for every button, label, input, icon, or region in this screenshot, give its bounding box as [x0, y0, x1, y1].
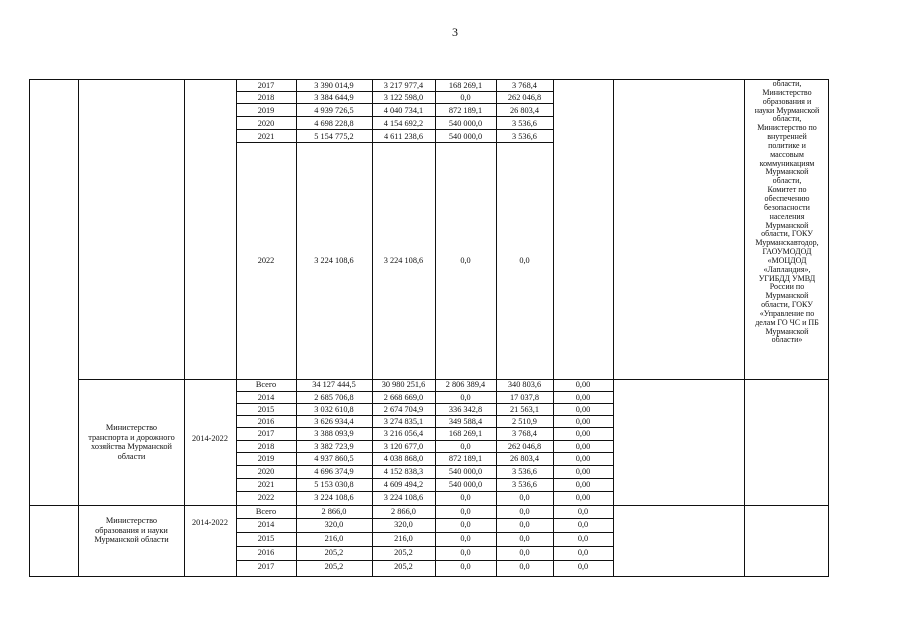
- federal-cell: 2 806 389,4: [445, 380, 486, 389]
- executor-line: Мурманской: [765, 326, 809, 336]
- executor-line: Министерство: [762, 87, 812, 97]
- executor-line: обеспечению: [764, 193, 810, 203]
- regional-cell: 4 611 238,6: [383, 132, 424, 141]
- local-cell: 0,0: [519, 562, 530, 571]
- executor-line: делам ГО ЧС и ПБ: [755, 317, 819, 327]
- year-cell: 2019: [257, 454, 275, 463]
- local-cell: 2 510,9: [512, 417, 537, 426]
- other-cell: 0,00: [575, 480, 591, 489]
- federal-cell: 0,0: [460, 93, 471, 102]
- other-cell: 0,0: [577, 562, 589, 571]
- year-cell: 2016: [257, 548, 275, 557]
- year-cell: 2020: [257, 119, 275, 128]
- regional-cell: 205,2: [394, 562, 413, 571]
- local-cell: 3 768,4: [512, 81, 537, 90]
- regional-cell: 205,2: [394, 548, 413, 557]
- executor-line: «Управление по: [759, 308, 815, 318]
- year-cell: 2016: [257, 417, 275, 426]
- ministry-name-line: Мурманской области: [94, 535, 169, 544]
- year-cell: 2015: [257, 405, 275, 414]
- regional-cell: 4 154 692,2: [383, 119, 424, 128]
- executor-line: Министерство по: [757, 123, 817, 133]
- executor-line: Комитет по: [767, 185, 807, 195]
- executor-line: области,: [772, 79, 802, 88]
- federal-cell: 349 588,4: [448, 417, 483, 426]
- executor-line: области,: [772, 114, 802, 124]
- total-cell: 2 866,0: [321, 507, 347, 516]
- total-cell: 3 382 723,9: [314, 442, 354, 451]
- regional-cell: 4 038 868,0: [383, 454, 424, 463]
- total-cell: 5 154 775,2: [314, 132, 354, 141]
- ministry-name: [79, 516, 184, 545]
- regional-cell: 2 866,0: [391, 507, 416, 516]
- total-cell: 5 153 030,8: [314, 480, 354, 489]
- total-cell: 3 224 108,6: [314, 256, 354, 265]
- other-cell: 0,00: [575, 417, 591, 426]
- local-cell: 0,0: [519, 493, 530, 502]
- executors-list: [746, 80, 828, 345]
- federal-cell: 0,0: [460, 442, 471, 451]
- ministry-name-line: Министерство: [105, 423, 158, 432]
- federal-cell: 168 269,1: [448, 429, 483, 438]
- executor-line: ГАОУМОДОД: [762, 247, 812, 257]
- federal-cell: 540 000,0: [448, 467, 483, 476]
- ministry-name-line: хозяйства Мурманской: [91, 442, 172, 451]
- total-cell: 3 388 093,9: [314, 429, 354, 438]
- local-cell: 26 803,4: [509, 454, 540, 463]
- year-cell: 2017: [257, 562, 275, 571]
- year-cell: 2017: [257, 81, 275, 90]
- executor-line: «Лапландия»,: [763, 264, 811, 274]
- year-cell: Всего: [255, 380, 277, 389]
- federal-cell: 540 000,0: [448, 132, 483, 141]
- other-cell: 0,00: [575, 393, 591, 402]
- regional-cell: 3 120 677,0: [383, 442, 424, 451]
- executor-line: области»: [771, 335, 803, 345]
- executor-line: области,: [772, 176, 802, 186]
- local-cell: 0,0: [519, 256, 530, 265]
- ministry-name-line: области: [117, 451, 146, 461]
- executor-line: Мурманскавтодор,: [755, 238, 819, 248]
- total-cell: 4 698 228,8: [314, 119, 354, 128]
- local-cell: 262 046,8: [507, 93, 542, 102]
- executor-line: массовым: [770, 149, 804, 159]
- local-cell: 26 803,4: [509, 106, 540, 115]
- federal-cell: 336 342,8: [448, 405, 483, 414]
- total-cell: 320,0: [324, 520, 344, 529]
- total-cell: 3 384 644,9: [314, 93, 354, 102]
- total-cell: 3 390 014,9: [314, 81, 354, 90]
- regional-cell: 3 122 598,0: [383, 93, 424, 102]
- total-cell: 205,2: [324, 548, 344, 557]
- local-cell: 0,0: [519, 534, 530, 543]
- local-cell: 3 536,6: [512, 467, 537, 476]
- year-cell: 2022: [257, 493, 275, 502]
- local-cell: 262 046,8: [507, 442, 542, 451]
- federal-cell: 0,0: [460, 393, 471, 402]
- executor-line: Мурманской: [765, 291, 809, 301]
- federal-cell: 540 000,0: [448, 119, 483, 128]
- regional-cell: 3 274 835,1: [383, 417, 424, 426]
- total-cell: 4 696 374,9: [314, 467, 354, 476]
- executor-line: Мурманской: [765, 167, 809, 177]
- ministry-name-line: образования и науки: [95, 525, 168, 535]
- year-cell: 2014: [257, 393, 275, 402]
- executor-line: политике и: [768, 140, 806, 150]
- federal-cell: 168 269,1: [448, 81, 483, 90]
- regional-cell: 216,0: [394, 534, 413, 543]
- total-cell: 2 685 706,8: [314, 393, 354, 402]
- executor-line: УГИБДД УМВД: [758, 273, 816, 283]
- local-cell: 340 803,6: [507, 380, 542, 389]
- local-cell: 21 563,1: [509, 405, 540, 414]
- ministry-name: [79, 423, 184, 461]
- other-cell: 0,0: [577, 507, 589, 516]
- year-cell: 2020: [257, 467, 275, 476]
- year-cell: 2018: [257, 442, 275, 451]
- executor-line: науки Мурманской: [754, 105, 820, 115]
- year-cell: 2019: [257, 106, 275, 115]
- local-cell: 3 536,6: [512, 119, 537, 128]
- local-cell: 0,0: [519, 520, 530, 529]
- local-cell: 3 536,6: [512, 132, 537, 141]
- regional-cell: 4 609 494,2: [383, 480, 424, 489]
- ministry-name-line: Министерство: [105, 516, 158, 525]
- executor-line: коммуникациям: [759, 158, 815, 168]
- local-cell: 0,0: [519, 548, 530, 557]
- executor-line: области, ГОКУ: [761, 229, 813, 239]
- total-cell: 4 939 726,5: [314, 106, 354, 115]
- executor-line: образования и: [762, 96, 812, 106]
- executor-line: безопасности: [764, 202, 810, 212]
- other-cell: 0,00: [575, 429, 591, 438]
- federal-cell: 0,0: [460, 520, 471, 529]
- local-cell: 17 037,8: [509, 393, 540, 402]
- ministry-name-line: транспорта и дорожного: [88, 432, 175, 442]
- period-cell: 2014-2022: [192, 518, 228, 527]
- regional-cell: 30 980 251,6: [381, 380, 426, 389]
- year-cell: 2022: [257, 256, 275, 265]
- year-cell: 2015: [257, 534, 275, 543]
- local-cell: 3 536,6: [512, 480, 537, 489]
- page-number: 3: [452, 25, 458, 39]
- year-cell: 2014: [257, 520, 275, 529]
- regional-cell: 3 216 056,4: [383, 429, 424, 438]
- other-cell: 0,00: [575, 405, 591, 414]
- regional-cell: 320,0: [394, 520, 413, 529]
- total-cell: 4 937 860,5: [314, 454, 354, 463]
- other-cell: 0,0: [577, 520, 589, 529]
- federal-cell: 872 189,1: [448, 106, 483, 115]
- total-cell: 205,2: [324, 562, 344, 571]
- total-cell: 3 032 610,8: [314, 405, 354, 414]
- year-cell: 2018: [257, 93, 275, 102]
- federal-cell: 0,0: [460, 507, 471, 516]
- other-cell: 0,00: [575, 454, 591, 463]
- regional-cell: 3 224 108,6: [383, 493, 424, 502]
- executor-line: области, ГОКУ: [761, 300, 813, 310]
- regional-cell: 2 674 704,9: [383, 405, 424, 414]
- regional-cell: 3 224 108,6: [383, 256, 424, 265]
- other-cell: 0,00: [575, 380, 591, 389]
- other-cell: 0,00: [575, 493, 591, 502]
- other-cell: 0,00: [575, 442, 591, 451]
- regional-cell: 3 217 977,4: [383, 81, 424, 90]
- year-cell: Всего: [255, 507, 277, 516]
- executor-line: населения: [769, 211, 805, 221]
- executor-line: России по: [769, 282, 805, 292]
- federal-cell: 872 189,1: [448, 454, 483, 463]
- other-cell: 0,0: [577, 548, 589, 557]
- other-cell: 0,0: [577, 534, 589, 543]
- local-cell: 3 768,4: [512, 429, 537, 438]
- federal-cell: 0,0: [460, 548, 471, 557]
- total-cell: 3 626 934,4: [314, 417, 354, 426]
- federal-cell: 0,0: [460, 256, 471, 265]
- year-cell: 2021: [257, 132, 275, 141]
- year-cell: 2017: [257, 429, 275, 438]
- regional-cell: 4 040 734,1: [383, 106, 424, 115]
- federal-cell: 0,0: [460, 493, 471, 502]
- total-cell: 34 127 444,5: [312, 380, 356, 389]
- executor-line: «МОЦДОД: [767, 255, 807, 265]
- executor-line: внутренней: [767, 132, 807, 142]
- regional-cell: 2 668 669,0: [383, 393, 424, 402]
- local-cell: 0,0: [519, 507, 530, 516]
- period-cell: 2014-2022: [192, 434, 228, 443]
- total-cell: 216,0: [324, 534, 344, 543]
- federal-cell: 0,0: [460, 562, 471, 571]
- other-cell: 0,00: [575, 467, 591, 476]
- federal-cell: 540 000,0: [448, 480, 483, 489]
- federal-cell: 0,0: [460, 534, 471, 543]
- regional-cell: 4 152 838,3: [383, 467, 424, 476]
- year-cell: 2021: [257, 480, 275, 489]
- total-cell: 3 224 108,6: [314, 493, 354, 502]
- executor-line: Мурманской: [765, 220, 809, 230]
